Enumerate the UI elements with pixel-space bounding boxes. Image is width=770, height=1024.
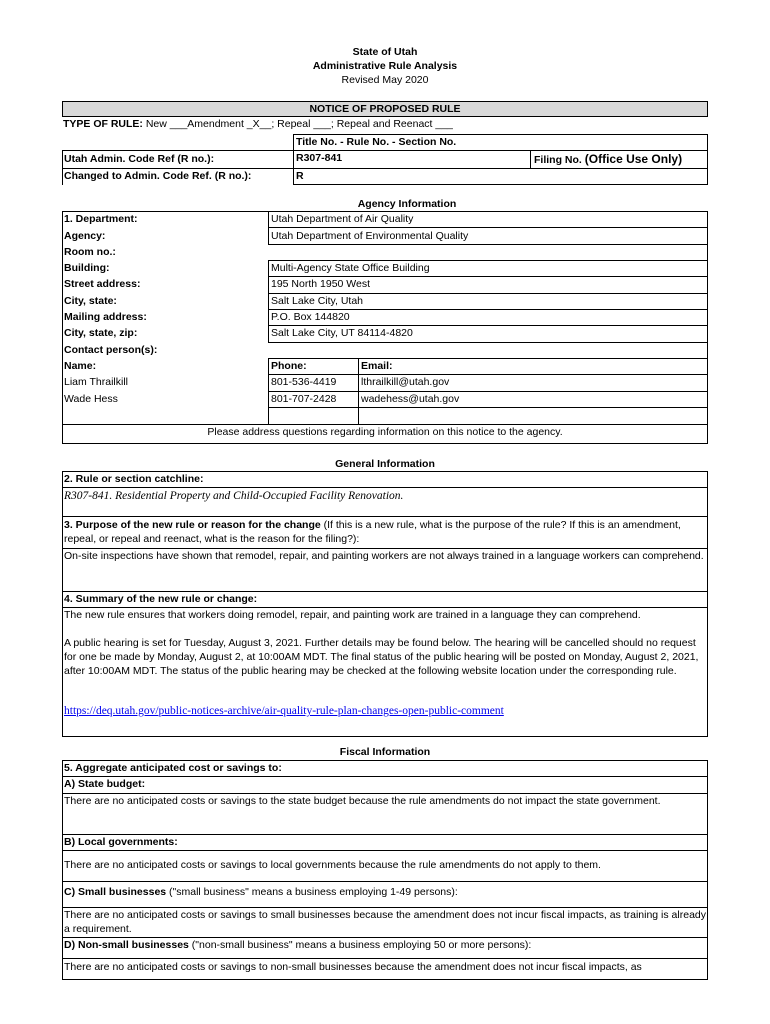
agency-label: Agency: [64, 230, 106, 242]
contact-name: Wade Hess [64, 393, 118, 405]
nonsmall-business-label: D) Non-small businesses [64, 939, 189, 951]
street-value: 195 North 1950 West [271, 278, 371, 290]
summary-paragraph-1: The new rule ensures that workers doing remodel, repair, and painting work are trained in a language they can comprehend. [64, 609, 641, 621]
building-label: Building: [64, 262, 110, 274]
summary-label: 4. Summary of the new rule or change: [64, 593, 258, 605]
nonsmall-business-heading [64, 939, 531, 953]
code-ref-label: Utah Admin. Code Ref (R no.): [64, 153, 215, 165]
aggregate-label: 5. Aggregate anticipated cost or savings to: [64, 762, 282, 774]
local-gov-value: There are no anticipated costs or savings to local governments because the rule amendments do not apply to them. [64, 859, 601, 871]
contact-email[interactable]: lthrailkill@utah.gov [361, 376, 450, 388]
small-business-label: C) Small businesses [64, 886, 167, 898]
department-value: Utah Department of Air Quality [271, 213, 414, 225]
notice-title: NOTICE OF PROPOSED RULE [309, 103, 461, 115]
doc-revised: Revised May 2020 [341, 74, 429, 86]
agency-value: Utah Department of Environmental Quality [271, 230, 469, 242]
city-value: Salt Lake City, Utah [271, 295, 364, 307]
doc-state: State of Utah [352, 46, 418, 58]
rule-type-label: TYPE OF RULE: [63, 118, 143, 130]
summary-paragraph-2: A public hearing is set for Tuesday, August 3, 2021. Further details may be found below. The hearing will be cancelled should no request for one be made by Monday, August 2, at 10:00AM MDT. The final status of the public hearing will be posted on Monday, August 2, 2021, after 10:00AM MDT. The status of the public hearing may be checked at the following website location under the corresponding rule. [64, 637, 699, 678]
title-rule-section-header: Title No. - Rule No. - Section No. [296, 136, 457, 148]
cityzip-value: Salt Lake City, UT 84114-4820 [271, 327, 413, 339]
state-budget-value: There are no anticipated costs or savings to the state budget because the rule amendments do not impact the state government. [64, 795, 661, 807]
contact-name: Liam Thrailkill [64, 376, 128, 388]
street-label: Street address: [64, 278, 141, 290]
phone-header: Phone: [271, 360, 307, 372]
nonsmall-business-note: ("non-small business" means a business employing 50 or more persons): [188, 939, 532, 951]
email-header: Email: [361, 360, 393, 372]
department-label: 1. Department: [64, 213, 138, 225]
general-section-title: General Information [335, 458, 435, 470]
small-business-value: There are no anticipated costs or savings to small businesses because the amendment does not incur fiscal impacts, as training is already a requirement. [64, 909, 706, 935]
small-business-note: ("small business" means a business employing 1-49 persons): [166, 886, 458, 898]
changed-ref-value: R [296, 170, 304, 182]
purpose-value: On-site inspections have shown that remodel, repair, and painting workers are not always trained in a language workers can comprehend. [64, 550, 704, 562]
changed-ref-label: Changed to Admin. Code Ref. (R no.): [64, 170, 252, 182]
contact-phone: 801-536-4419 [271, 376, 337, 388]
city-label: City, state: [64, 295, 117, 307]
contact-label: Contact person(s): [64, 344, 158, 356]
name-header: Name: [64, 360, 97, 372]
rule-type-row [63, 118, 453, 132]
small-business-heading [64, 886, 458, 900]
fiscal-section-title: Fiscal Information [339, 746, 431, 758]
agency-section-title: Agency Information [357, 198, 457, 210]
room-label: Room no.: [64, 246, 116, 258]
filing-value: (Office Use Only) [584, 152, 683, 166]
building-value: Multi-Agency State Office Building [271, 262, 430, 274]
purpose-heading [64, 519, 704, 546]
purpose-label: 3. Purpose of the new rule or reason for the change [64, 519, 321, 531]
public-comment-link[interactable]: https://deq.utah.gov/public-notices-archive/air-quality-rule-plan-changes-open-public-comment [64, 705, 504, 717]
code-ref-value: R307-841 [296, 152, 343, 164]
state-budget-label: A) State budget: [64, 778, 146, 790]
catchline-value: R307-841. Residential Property and Child-Occupied Facility Renovation. [64, 490, 404, 502]
rule-type-value: New ___Amendment _X__; Repeal ___; Repeal and Reenact ___ [142, 118, 453, 130]
nonsmall-business-value: There are no anticipated costs or savings to non-small businesses because the amendment does not incur fiscal impacts, as [64, 961, 642, 973]
mailing-label: Mailing address: [64, 311, 147, 323]
filing-number [534, 152, 682, 168]
local-gov-label: B) Local governments: [64, 836, 178, 848]
purpose-question: (If this is a new rule, what is the purpose of the rule? If this is an amendment, repeal, or repeal and reenact, what is the reason for the filing?): [64, 519, 681, 545]
filing-label: Filing No. [534, 154, 582, 166]
agency-note: Please address questions regarding information on this notice to the agency. [207, 426, 563, 438]
cityzip-label: City, state, zip: [64, 327, 138, 339]
catchline-label: 2. Rule or section catchline: [64, 473, 204, 485]
notice-title-bar [62, 101, 708, 117]
doc-title: Administrative Rule Analysis [312, 60, 458, 72]
contact-phone: 801-707-2428 [271, 393, 337, 405]
mailing-value: P.O. Box 144820 [271, 311, 350, 323]
contact-email[interactable]: wadehess@utah.gov [361, 393, 460, 405]
